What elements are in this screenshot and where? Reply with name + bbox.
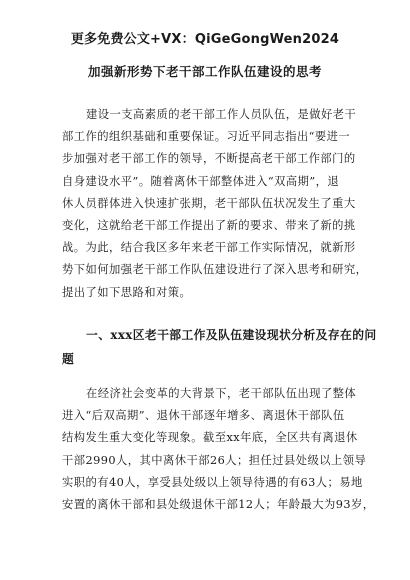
text-line: 结构发生重大变化等现象。截至xx年底，全区共有离退休: [62, 431, 358, 445]
text-line: 实职的有40人，享受县处级以上领导待遇的有63人；易地: [62, 475, 363, 489]
text-line: 部工作的组织基础和重要保证。习近平同志指出“要进一: [62, 130, 351, 144]
text-line: 步加强对老干部工作的领导，不断提高老干部工作部门的: [62, 152, 356, 166]
promo-header: 更多免费公文+VX：QiGeGongWen2024: [70, 32, 340, 47]
text-line: 安置的离休干部和县处级退休干部12人；年龄最大为93岁，: [62, 498, 375, 512]
section-heading-1: [62, 323, 377, 371]
text-line: 在经济社会变革的大背景下，老干部队伍出现了整体: [86, 387, 357, 400]
text-line: 变化，这就给老干部工作提出了新的要求、带来了新的挑: [62, 219, 356, 233]
text-line: 自身建设水平”。随着离休干部整体进入“双高期”，退: [62, 174, 340, 188]
paragraph-section1: [62, 383, 375, 516]
text-line: 战。为此，结合我区多年来老干部工作实际情况，就新形: [62, 241, 356, 255]
heading-line: 一、xxx区老干部工作及队伍建设现状分析及存在的问: [86, 328, 377, 342]
text-line: 休人员群体进入快速扩张期，老干部队伍状况发生了重大: [62, 196, 356, 210]
text-line: 建设一支高素质的老干部工作人员队伍，是做好老干: [86, 108, 357, 121]
heading-line: 题: [62, 352, 75, 366]
paragraph-intro: [62, 104, 368, 304]
text-line: 进入“后双高期”、退休干部逐年增多、离退休干部队伍: [62, 409, 345, 423]
text-line: 势下如何加强老干部工作队伍建设进行了深入思考和研究，: [62, 263, 368, 277]
text-line: 干部2990人，其中离休干部26人；担任过县处级以上领导: [62, 453, 367, 467]
text-line: 提出了如下思路和对策。: [62, 285, 192, 299]
document-title: 加强新形势下老干部工作队伍建设的思考: [87, 64, 322, 79]
